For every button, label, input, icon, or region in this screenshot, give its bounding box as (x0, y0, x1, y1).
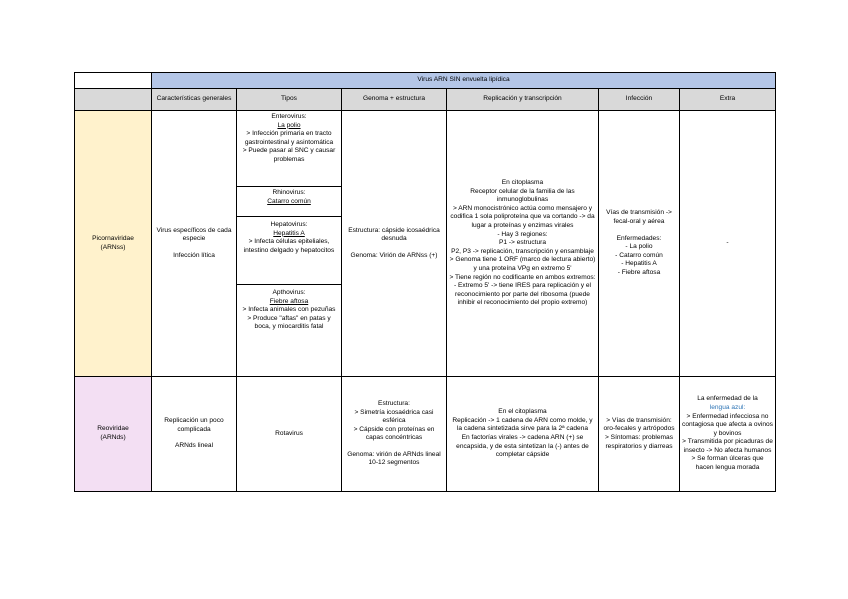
tipos-cell: Rotavirus (237, 377, 342, 492)
header-genoma: Genoma + estructura (342, 89, 447, 111)
replicacion-line: Receptor celular de la familia de las inmunoglobulinas (470, 187, 575, 204)
extra-highlight: lengua azul: (709, 403, 746, 411)
tipo-example: Fiebre aftosa (269, 297, 309, 305)
replicacion-line: > Genoma tiene 1 ORF (marco de lectura abierto) y una proteína VPg en extremo 5' (449, 256, 596, 272)
tipos-cell (237, 111, 342, 377)
table-title: Virus ARN SIN envuelta lipídica (152, 73, 776, 89)
infeccion-line: - Catarro común (615, 251, 663, 259)
infeccion-line: > Síntomas: problemas respiratorios y diarreas (605, 434, 673, 450)
extra-intro: La enfermedad de la (697, 395, 758, 403)
tipo-example: Catarro común (267, 197, 311, 205)
header-blank (75, 89, 152, 111)
replicacion-line: En citoplasma (501, 179, 544, 187)
replicacion-cell (447, 111, 599, 377)
replicacion-line: Replicación -> 1 cadena de ARN como molde, y la cadena sintetizada sirve para la 2ª cadena (452, 416, 593, 433)
tipo-line: > Puede pasar al SNC y causar problemas (242, 147, 336, 163)
general-cell (152, 111, 237, 377)
tipo-name: Rhinovirus: (272, 189, 306, 196)
genoma-line: 10-12 segmentos (368, 459, 420, 467)
infeccion-line: - Hepatitis A (621, 260, 657, 268)
replicacion-line: - Extremo 5' -> tiene IRES para replicación y el reconocimiento por parte del ribosoma (puede inhibir el reconocimiento del propio extremo) (453, 282, 592, 307)
genoma-cell (342, 377, 447, 492)
tipo-name: Hepatovirus: (270, 221, 308, 228)
general-text: Infección lítica (173, 251, 215, 259)
genoma-line: Estructura: cápside icosaédrica desnuda (348, 226, 440, 243)
tipo-apthovirus (237, 285, 341, 334)
infeccion-line: - La polio (625, 243, 653, 251)
general-text: ARNds lineal (174, 442, 214, 450)
genoma-line: Estructura: (378, 399, 410, 407)
genoma-line: > Cápside con proteínas en capas concéntricas (353, 425, 435, 442)
replicacion-line: En el citoplasma (498, 408, 547, 416)
genoma-line: Genoma: virión de ARNds lineal (347, 450, 441, 458)
general-text: Virus específicos de cada especie (156, 226, 232, 243)
replicacion-line: En factorías virales -> cadena ARN (+) se encapsida, y de esta sintetizan la (-) antes de completar cápside (456, 434, 589, 459)
tipo-rhinovirus (237, 187, 341, 217)
extra-line: > Enfermedad infecciosa no contagiosa que afecta a ovinos y bovinos (682, 412, 773, 437)
replicacion-line: P2, P3 -> replicación, transcripción y ensamblaje (451, 247, 594, 255)
tipo-enterovirus (237, 111, 341, 187)
header-caracteristicas: Características generales (152, 89, 237, 111)
tipo-name: Apthovirus: (272, 289, 306, 296)
replicacion-line: > Tiene región no codificante en ambos extremos: (449, 273, 596, 281)
family-cell-picornaviridae (75, 111, 152, 377)
infeccion-line: Enfermedades: (616, 234, 662, 242)
tipo-line: > Infección primaria en tracto gastrointestinal y asintomática (244, 130, 334, 146)
extra-line: > Se forman úlceras que hacen lengua morada (691, 455, 764, 472)
tipo-line: > Infecta células epiteliales, intestino delgado y hepatocitos (243, 238, 335, 254)
extra-cell: - (680, 111, 776, 377)
family-name: Picornaviridae (92, 234, 134, 242)
family-genome-type: (ARNss) (100, 243, 126, 251)
replicacion-cell (447, 377, 599, 492)
row-picornaviridae (75, 111, 776, 377)
title-spacer (75, 73, 152, 89)
header-tipos: Tipos (237, 89, 342, 111)
general-text: Replicación un poco complicada (164, 417, 224, 433)
header-replicacion: Replicación y transcripción (447, 89, 599, 111)
genoma-cell (342, 111, 447, 377)
extra-cell (680, 377, 776, 492)
genoma-line: > Simetría icosaédrica casi esférica (354, 408, 434, 425)
tipo-example: La polio (277, 121, 301, 129)
tipo-line: > Infecta animales con pezuñas (242, 306, 336, 314)
tipo-line: > Produce "aftas" en patas y boca, y miocarditis fatal (247, 314, 331, 331)
replicacion-line: - Hay 3 regiones: (497, 230, 548, 238)
extra-line: > Transmitida por picaduras de insecto -> No afecta humanos (682, 438, 773, 454)
header-extra: Extra (680, 89, 776, 111)
tipo-hepatovirus (237, 217, 341, 285)
infeccion-cell (599, 377, 680, 492)
general-cell (152, 377, 237, 492)
replicacion-line: > ARN monocistrónico actúa como mensajero y codifica 1 sola poliproteína que va cortando -> da lugar a proteínas y enzimas virales (450, 204, 595, 230)
infeccion-cell (599, 111, 680, 377)
family-genome-type: (ARNds) (100, 434, 126, 441)
replicacion-line: P1 -> estructura (498, 239, 547, 247)
row-reoviridae (75, 377, 776, 492)
header-infeccion: Infección (599, 89, 680, 111)
virus-table (74, 72, 776, 492)
tipo-example: Hepatitis A (273, 229, 305, 237)
tipo-name: Enterovirus: (271, 113, 307, 120)
family-cell-reoviridae (75, 377, 152, 492)
infeccion-line: Vías de transmisión -> fecal-oral y aérea (606, 209, 672, 226)
family-name: Reoviridae (97, 425, 129, 433)
infeccion-line: - Fiebre aftosa (617, 268, 661, 276)
genoma-line: Genoma: Virión de ARNss (+) (350, 251, 438, 259)
infeccion-line: > Vías de transmisión: oro-fecales y artrópodos (603, 416, 675, 433)
